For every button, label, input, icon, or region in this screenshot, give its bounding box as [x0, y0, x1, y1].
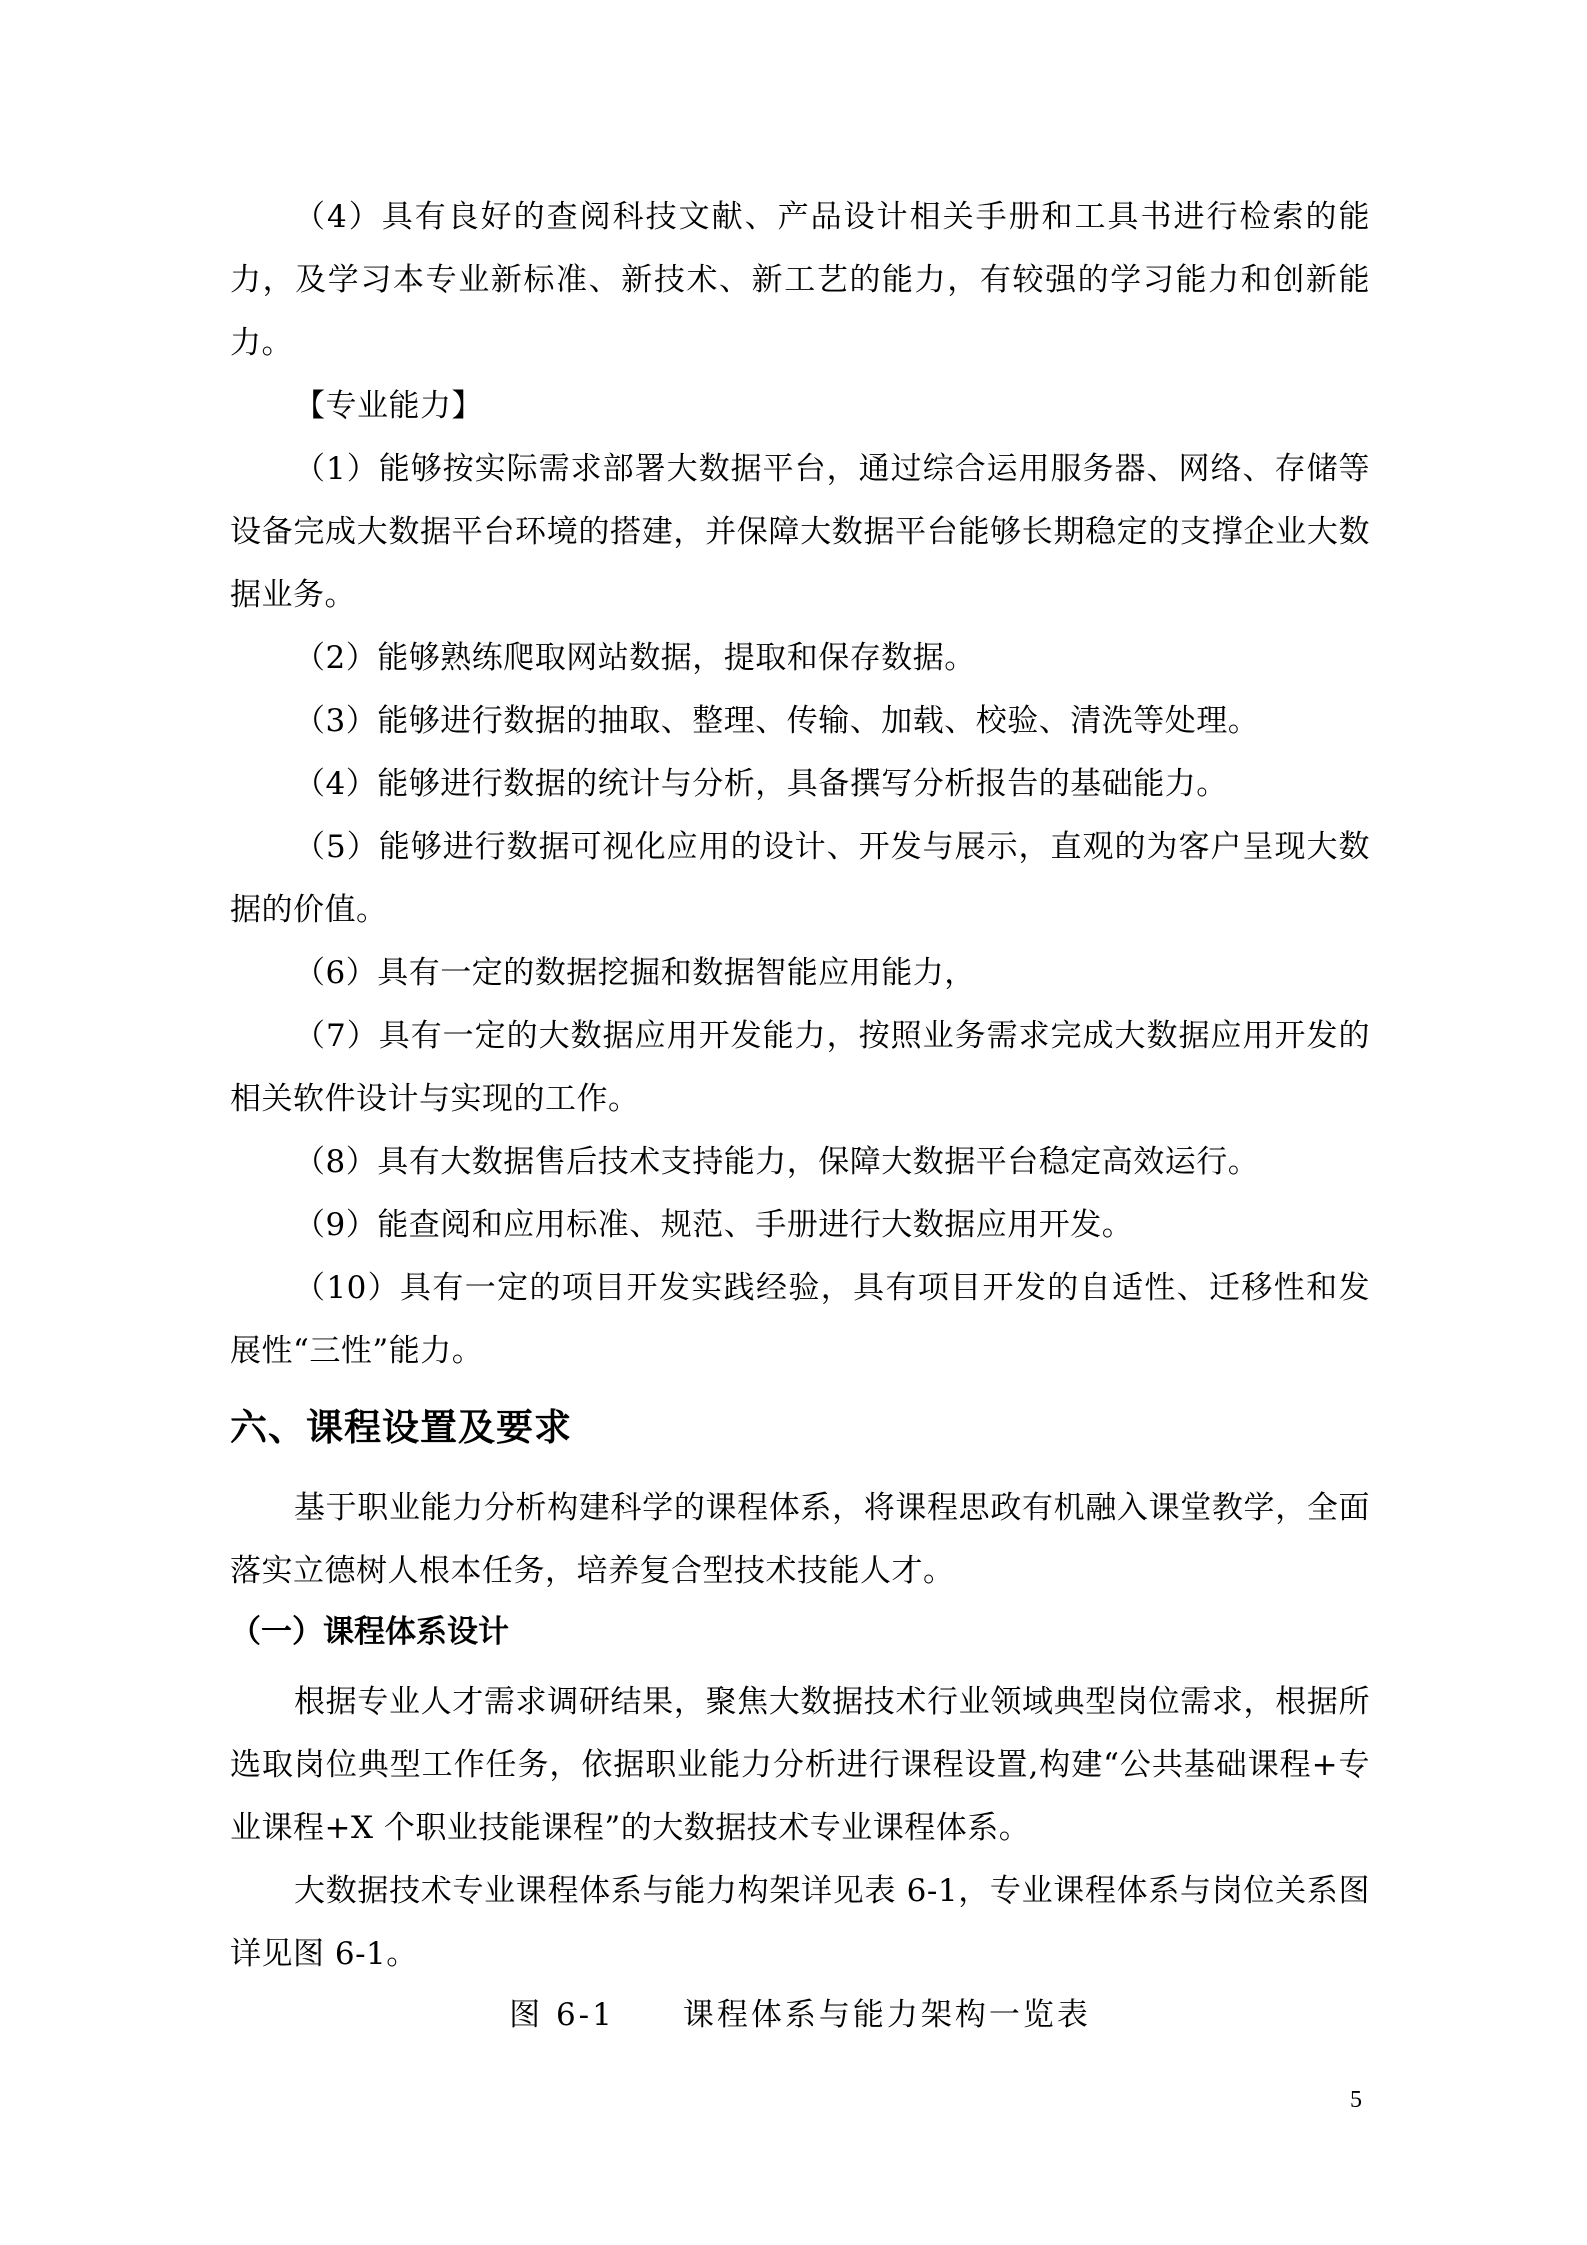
subsection-heading: （一）课程体系设计	[230, 1614, 509, 1650]
paragraph-prof-5: （5）能够进行数据可视化应用的设计、开发与展示，直观的为客户呈现大数据的价值。	[230, 829, 1370, 928]
paragraph-prof-4: （4）能够进行数据的统计与分析，具备撰写分析报告的基础能力。	[294, 766, 1228, 802]
paragraph-prof-1: （1）能够按实际需求部署大数据平台，通过综合运用服务器、网络、存储等设备完成大数据平台环境的搭建，并保障大数据平台能够长期稳定的支撑企业大数据业务。	[230, 451, 1370, 613]
professional-ability-label: 【专业能力】	[294, 388, 483, 424]
subsection-paragraph-2: 大数据技术专业课程体系与能力构架详见表 6-1，专业课程体系与岗位关系图详见图 6-1。	[230, 1873, 1370, 1972]
paragraph-prof-2: （2）能够熟练爬取网站数据，提取和保存数据。	[294, 640, 976, 676]
section-intro: 基于职业能力分析构建科学的课程体系，将课程思政有机融入课堂教学，全面落实立德树人根本任务，培养复合型技术技能人才。	[230, 1490, 1370, 1589]
figure-caption: 图 6-1 课程体系与能力架构一览表	[509, 1997, 1091, 2033]
paragraph-prof-9: （9）能查阅和应用标准、规范、手册进行大数据应用开发。	[294, 1207, 1134, 1243]
section-heading: 六、课程设置及要求	[230, 1406, 572, 1449]
paragraph-prof-3: （3）能够进行数据的抽取、整理、传输、加载、校验、清洗等处理。	[294, 703, 1260, 739]
paragraph-prof-8: （8）具有大数据售后技术支持能力，保障大数据平台稳定高效运行。	[294, 1144, 1260, 1180]
subsection-paragraph-1: 根据专业人才需求调研结果，聚焦大数据技术行业领域典型岗位需求，根据所选取岗位典型工作任务，依据职业能力分析进行课程设置,构建“公共基础课程+专业课程+X 个职业技能课程”的大数据技术专业课程体系。	[230, 1684, 1370, 1846]
paragraph-prof-6: （6）具有一定的数据挖掘和数据智能应用能力，	[294, 955, 976, 991]
paragraph-prof-7: （7）具有一定的大数据应用开发能力，按照业务需求完成大数据应用开发的相关软件设计与实现的工作。	[230, 1018, 1370, 1117]
paragraph-ability-4: （4）具有良好的查阅科技文献、产品设计相关手册和工具书进行检索的能力，及学习本专业新标准、新技术、新工艺的能力，有较强的学习能力和创新能力。	[230, 199, 1370, 361]
page-number: 5	[1350, 2087, 1362, 2113]
page-content	[230, 186, 1370, 2044]
paragraph-prof-10: （10）具有一定的项目开发实践经验，具有项目开发的自适性、迁移性和发展性“三性”能力。	[230, 1270, 1370, 1369]
